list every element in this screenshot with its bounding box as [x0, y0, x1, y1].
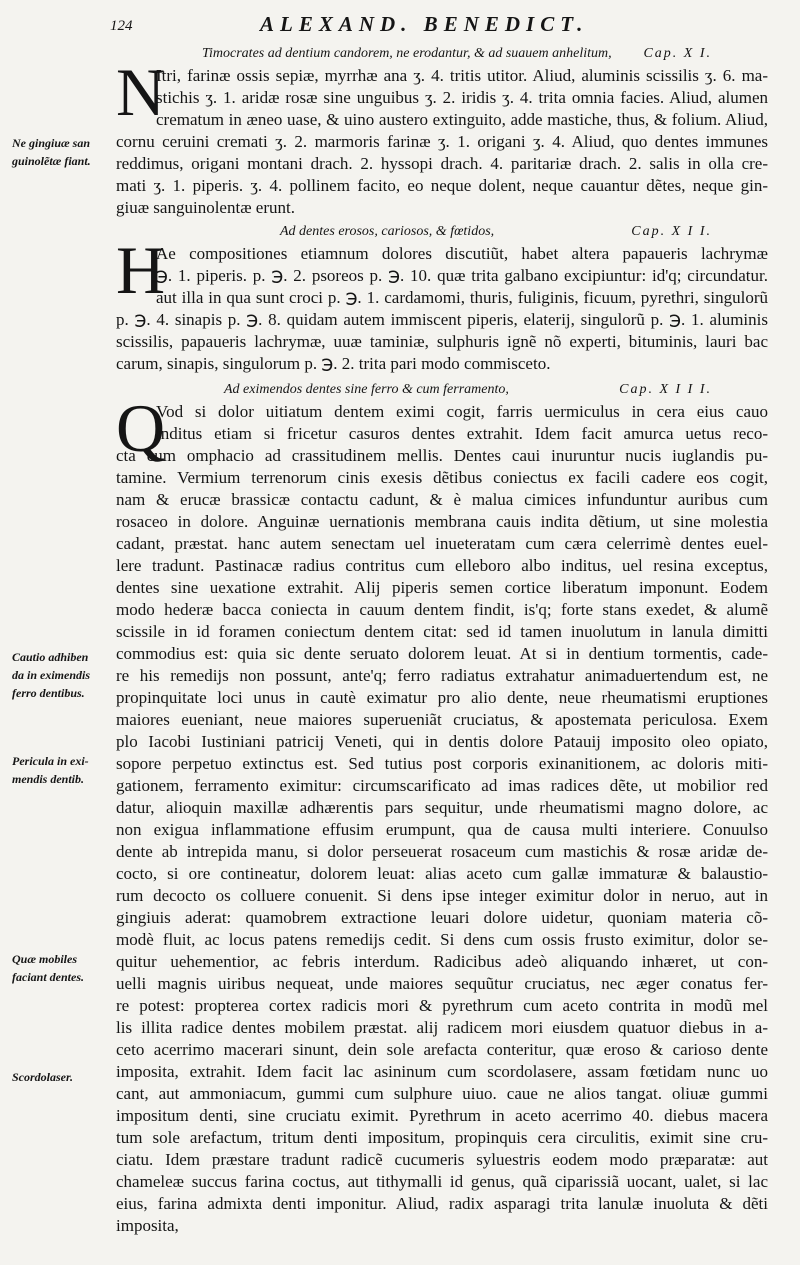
text-line: gationem, ferramento eximitur: circumscarificato ad imas radices dẽte, ut mobilior red	[116, 776, 768, 795]
chapter-number: Cap. X I I I.	[619, 382, 712, 397]
text-line: cant, aut ammoniacum, gummi cum sulphure uiuo. caue ne alios tangat. oliuæ gummi	[116, 1084, 768, 1103]
chapter-heading	[116, 224, 768, 244]
margin-note	[12, 950, 112, 986]
text-line: uelli magnis uiribus nequeat, unde maiores sequũtur cruciatus, nec æger conatus fer-	[116, 974, 768, 993]
text-line: quitur uehementior, ac febris interdum. Radicibus adeò aliquando inhæret, ut con-	[116, 952, 768, 971]
text-line: scissilis, papaueris lachrymæ, uuæ taminiæ, sulphuris ignẽ nõ experti, bituminis, lauri bac	[116, 332, 768, 351]
text-line: stichis ʒ. 1. aridæ rosæ sine unguibus ʒ. 2. iridis ʒ. 4. trita omnia facies. Aliud, alumen	[156, 88, 768, 107]
text-line: eius, farina admixta denti imponitur. Aliud, radix asparagi trita lanulæ inuoluta & dẽti	[116, 1194, 768, 1213]
text-line: inditus etiam si fricetur casuros dentes extrahit. Idem facit amurca uetus reco-	[156, 424, 768, 443]
margin-note-line: Scordolaser.	[12, 1070, 74, 1084]
margin-note-line: mendis dentib.	[12, 772, 85, 786]
margin-note-line: Quæ mobiles	[12, 952, 78, 966]
text-line: dente ab intrepida manu, si dolor perseuerat rosaceum cum mastichis & rosæ aridæ de-	[116, 842, 768, 861]
margin-note-line: faciant dentes.	[12, 970, 84, 984]
text-line: modo hederæ bacca coniecta in cauum dentem findit, is'q; forte stans exedet, & alumẽ	[116, 600, 768, 619]
text-line: tamine. Vermium terrenorum cinis exesis dẽtibus coniectus ex facili cadere eos cogit,	[116, 468, 768, 487]
text-line: imposita, extrahit. Idem facit lac asininum cum scordolasere, assam fœtidam nunc uo	[116, 1062, 768, 1081]
text-line: maiores eueniant, neue maiores superueniãt cruciatus, & apostemata periculosa. Exem	[116, 710, 768, 729]
chapter-title: Ad dentes erosos, cariosos, & fœtidos,	[280, 224, 495, 239]
text-line: lis illita radice dentes mobilem præstat. alij radicem mori eiusdem quatuor diebus in a-	[116, 1018, 768, 1037]
margin-note	[12, 1068, 112, 1086]
text-line: plo Iacobi Iustiniani patricij Veneti, qui in dentis dolore Patauij imposito oleo opiato,	[116, 732, 768, 751]
text-line: Itri, farinæ ossis sepiæ, myrrhæ ana ʒ. 4. tritis utitor. Aliud, aluminis scissilis ʒ. 6. ma-	[156, 66, 768, 85]
running-head	[110, 12, 760, 40]
margin-note	[12, 648, 112, 702]
text-line: scissile in id foramen coniectum dentem citat: sed id tamen inuolutum in lanula dimitti	[116, 622, 768, 641]
page-number: 124	[110, 18, 133, 34]
chapter-title: Timocrates ad dentium candorem, ne erodantur, & ad suauem anhelitum,	[202, 46, 612, 61]
text-line: datur, alioquin maxillæ adhærentis pars sequitur, unde rheumatismi magno dolore, ac	[116, 798, 768, 817]
margin-note-line: ferro dentibus.	[12, 686, 85, 700]
chapter-heading	[116, 382, 768, 402]
text-line: modè fluit, ac locus patens remedijs cedit. Si dens cum ossis frusto eximitur, dolor se-	[116, 930, 768, 949]
margin-note-line: guinolẽtæ fiant.	[12, 154, 91, 168]
margin-note-line: da in eximendis	[12, 668, 91, 682]
text-line: Ae compositiones etiamnum dolores discutiũt, habet altera papaueris lachrymæ	[156, 244, 768, 263]
text-line: cta cum omphacio ad crassitudinem mellis. Dentes caui inuruntur nucis iuglandis pu-	[116, 446, 768, 465]
drop-cap: H	[116, 232, 166, 308]
margin-note-line: Cautio adhiben	[12, 650, 89, 664]
text-line: cadant, præstat. hanc autem senectam uel inueteratam cum cæra celerrimè dentes euel-	[116, 534, 768, 553]
text-line: carum, sinapis, singulorum p. ℈. 2. trita pari modo commisceto.	[116, 354, 551, 373]
text-line: nam & erucæ brassicæ contactu cadunt, & è malua cimices infunduntur auribus cum	[116, 490, 768, 509]
text-line: imposita,	[116, 1216, 179, 1235]
margin-note-line: Ne gingiuæ san	[12, 136, 91, 150]
text-line: chameleæ succus farina coctus, aut tithymalli id genus, quã ciparissiã uocant, ualet, si lac	[116, 1172, 768, 1191]
text-line: reddimus, origani montani drach. 2. hyssopi drach. 4. paritariæ drach. 2. salis in olla cre-	[116, 154, 768, 173]
text-line: crematum in æneo uase, & uino austero extinguito, adde mastiche, thus, & folium. Aliud,	[156, 110, 768, 129]
text-line: re potest: propterea cortex radicis mori & pyrethrum cum aceto contrita in modũ mel	[116, 996, 768, 1015]
text-line: dentes sine uexatione extrahit. Alij piperis semen cortice liberatum imponunt. Eodem	[116, 578, 768, 597]
text-line: giuæ sanguinolentæ erunt.	[116, 198, 295, 217]
text-line: rum decocto os colluere conuenit. Si dens ipse integer eximitur dolor in neruo, aut in	[116, 886, 768, 905]
text-line: aut illa in qua sunt croci p. ℈. 1. cardamomi, thuris, fuliginis, ficuum, pyrethri, singulorũ	[156, 288, 768, 307]
margin-note	[12, 134, 112, 170]
text-line: ℈. 1. piperis. p. ℈. 2. psoreos p. ℈. 10. quæ trita galbano excipiuntur: id'q; circundatur.	[156, 266, 768, 285]
text-line: ceto acerrimo macerari sinunt, dein sole arefacta conteritur, quæ eroso & carioso dente	[116, 1040, 768, 1059]
running-title: ALEXAND. BENEDICT.	[260, 12, 589, 36]
margin-note-line: Pericula in exi-	[12, 754, 89, 768]
chapter-title: Ad eximendos dentes sine ferro & cum ferramento,	[224, 382, 509, 397]
margin-note	[12, 752, 112, 788]
text-line: sopore perpetuo extinctus est. Sed tutius post corporis exinanitionem, ac doloris miti-	[116, 754, 768, 773]
text-line: p. ℈. 4. sinapis p. ℈. 8. quidam autem immiscent piperis, elaterij, singulorũ p. ℈. 1. aluminis	[116, 310, 768, 329]
text-line: lere tradunt. Pastinacæ radius contritus cum elleboro albo inditus, uel resina exceptus,	[116, 556, 768, 575]
text-line: rosaceo in dolore. Anguinæ uernationis membrana cauis indita dẽtium, ut sine molestia	[116, 512, 768, 531]
text-line: cornu ceruini cremati ʒ. 2. marmoris farinæ ʒ. 1. origani ʒ. 4. Aliud, quo dentes immunes	[116, 132, 768, 151]
chapter-heading	[116, 46, 768, 66]
text-line: cocto, si ore contineatur, dolorem leuat: alias aceto cum gallæ immaturæ & balaustio-	[116, 864, 768, 883]
text-line: non exigua inflammatione effusim erumpunt, qua de causa multi interiere. Conuulso	[116, 820, 768, 839]
chapter-number: Cap. X I I.	[631, 224, 712, 239]
text-line: mati ʒ. 1. piperis. ʒ. 4. pollinem facito, eo neque dolent, neque cauantur dẽtes, neque gin-	[116, 176, 768, 195]
text-line: tum sole arefactum, tritum denti impositum, propinquis cera circulitis, eximit sine cru-	[116, 1128, 768, 1147]
text-line: propinquitate loci unus in cautè eximatur pro alio dente, neue rheumatismi eruptiones	[116, 688, 768, 707]
text-line: ciatu. Idem præstare tradunt radicẽ cucumeris syluestris eodem modo præparatæ: aut	[116, 1150, 768, 1169]
text-line: commodius est: quia sic dente seruato dolorem leuat. At si in dentium tormentis, cade-	[116, 644, 768, 663]
drop-cap: Q	[116, 390, 166, 466]
text-line: gingiuis aderat: quamobrem extractione leuari dolore uidetur, quoniam materia cõ-	[116, 908, 768, 927]
chapter-number: Cap. X I.	[643, 46, 712, 61]
drop-cap: N	[116, 54, 166, 130]
text-line: impositum denti, sine cruciatu eximit. Pyrethrum in aceto acerrimo 40. diebus macera	[116, 1106, 768, 1125]
text-line: Vod si dolor uitiatum dentem eximi cogit, farris uermiculus in cera eius cauo	[156, 402, 768, 421]
text-line: re his remedijs non possunt, ante'q; ferro radiatus extrahatur animaduertendum est, ne	[116, 666, 768, 685]
